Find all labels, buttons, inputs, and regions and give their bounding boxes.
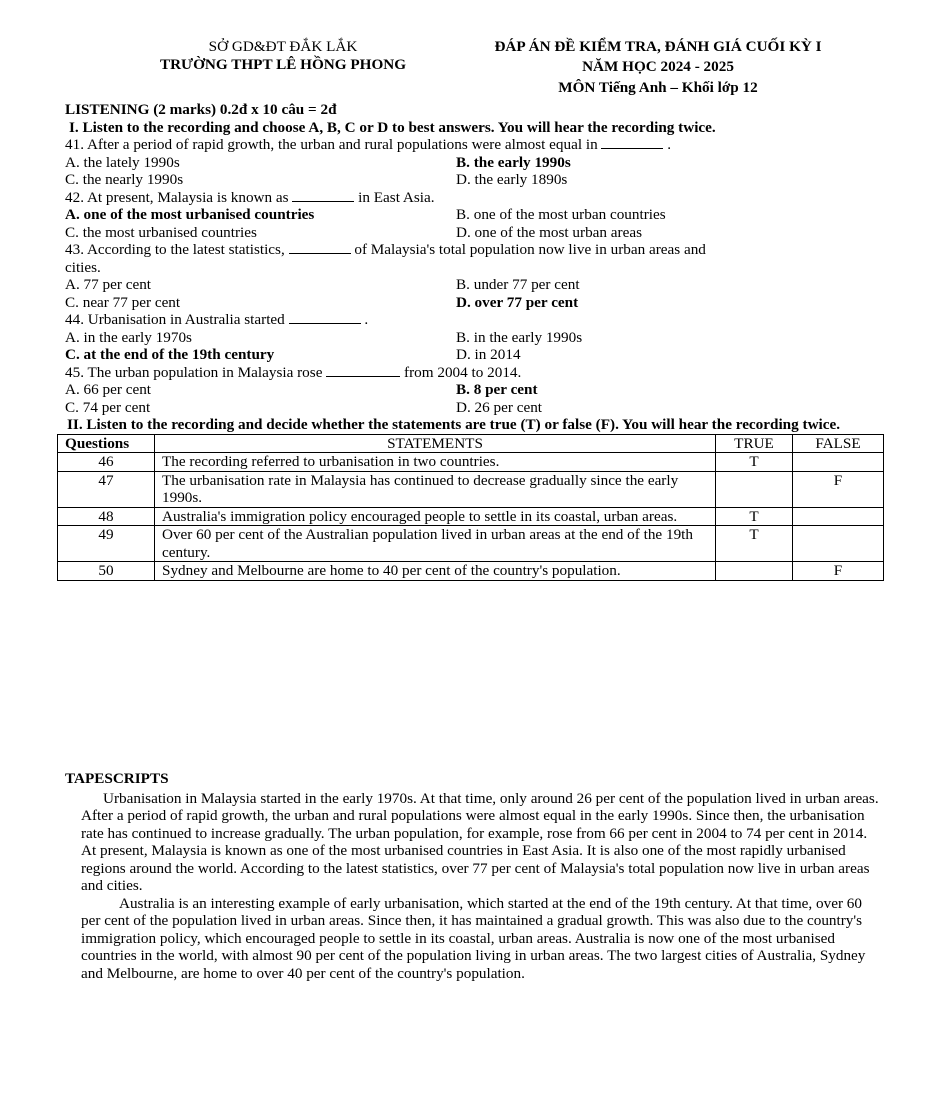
answer-blank <box>289 311 361 324</box>
statement: Over 60 per cent of the Australian population lived in urban areas at the end of the 19th century. <box>155 526 716 562</box>
options-44-ab <box>65 329 887 347</box>
options-44-cd <box>65 346 887 364</box>
col-true: TRUE <box>716 434 793 453</box>
false-mark: F <box>793 471 884 507</box>
correct-option: C. at the end of the 19th century <box>65 346 275 363</box>
table-row <box>58 562 884 581</box>
false-mark: F <box>793 562 884 581</box>
answer-blank <box>292 189 354 202</box>
options-45-cd <box>65 399 887 417</box>
option-b: B. one of the most urban countries <box>456 206 666 223</box>
tapescript-paragraph-1: Urbanisation in Malaysia started in the early 1970s. At that time, only around 26 per cent of the population lived in urban areas. After a period of rapid growth, the urban and rural populations were almost equal in the early 1990s. Since then, the urbanisation rate has continued to increase gradually. The urban population, for example, rose from 66 per cent in 2004 to 74 per cent in 2014. At present, Malaysia is known as one of the most urbanised countries in East Asia. It is also one of the most rapidly urbanised regions around the world. According to the latest statistics, over 77 per cent of Malaysia's total population now live in urban areas and cities. <box>81 789 879 894</box>
col-questions: Questions <box>58 434 155 453</box>
col-statements: STATEMENTS <box>155 434 716 453</box>
option-c: C. the most urbanised countries <box>65 223 257 241</box>
tapescript-paragraph-2: Australia is an interesting example of early urbanisation, which started at the end of the 19th century. At that time, over 60 per cent of the population lived in urban areas. Since then, it has maintained a gradual growth. This was also due to the country's immigration policy, which encouraged people to settle in its coastal, urban areas. Australia is now one of the most urbanised countries in the world, with almost 90 per cent of the population living in urban areas. The two largest cities of Australia, Sydney and Melbourne, are home to over 40 per cent of the country's population. <box>81 894 866 982</box>
question-number: 46 <box>58 453 155 472</box>
question-43: 43. According to the latest statistics, of Malaysia's total population now live in urban areas and <box>65 241 706 258</box>
table-header-row <box>58 434 884 453</box>
correct-option: A. one of the most urbanised countries <box>65 206 315 223</box>
option-a: A. 66 per cent <box>65 381 152 398</box>
table-row <box>58 471 884 507</box>
part1-instruction: I. Listen to the recording and choose A, B, C or D to best answers. You will hear the recording twice. <box>69 118 716 136</box>
question-43-cont: cities. <box>65 258 101 276</box>
correct-option: B. the early 1990s <box>456 153 571 171</box>
options-42-cd <box>65 224 887 242</box>
options-43-cd <box>65 294 887 312</box>
options-42-ab <box>65 206 887 224</box>
table-row <box>58 526 884 562</box>
option-a: A. 77 per cent <box>65 276 152 293</box>
options-41-ab <box>65 154 887 172</box>
subject-grade: MÔN Tiếng Anh – Khối lớp 12 <box>558 79 758 96</box>
true-mark: T <box>716 507 793 526</box>
answer-blank <box>601 136 663 149</box>
question-number: 47 <box>58 471 155 507</box>
option-c: C. near 77 per cent <box>65 293 181 311</box>
department-name: SỞ GD&ĐT ĐẮK LẮK <box>208 38 358 55</box>
school-year: NĂM HỌC 2024 - 2025 <box>582 58 734 75</box>
true-mark: T <box>716 453 793 472</box>
tapescripts <box>65 770 880 982</box>
option-d: D. in 2014 <box>456 346 521 363</box>
option-d: D. the early 1890s <box>456 171 568 188</box>
true-mark <box>716 562 793 581</box>
question-number: 50 <box>58 562 155 581</box>
statement: Sydney and Melbourne are home to 40 per cent of the country's population. <box>155 562 716 581</box>
table-row <box>58 453 884 472</box>
question-42: 42. At present, Malaysia is known as in East Asia. <box>65 188 435 206</box>
option-a: A. in the early 1970s <box>65 328 192 346</box>
part2-instruction: II. Listen to the recording and decide whether the statements are true (T) or false (F). You will hear the recording twice. <box>67 416 841 433</box>
false-mark <box>793 507 884 526</box>
question-number: 49 <box>58 526 155 562</box>
option-c: C. the nearly 1990s <box>65 171 184 188</box>
true-mark <box>716 471 793 507</box>
question-45: 45. The urban population in Malaysia rose from 2004 to 2014. <box>65 363 522 381</box>
true-mark: T <box>716 526 793 562</box>
true-false-table <box>57 434 884 581</box>
statement: The urbanisation rate in Malaysia has continued to decrease gradually since the early 1990s. <box>155 471 716 507</box>
correct-option: B. 8 per cent <box>456 381 538 398</box>
statement: Australia's immigration policy encouraged people to settle in its coastal, urban areas. <box>155 507 716 526</box>
correct-option: D. over 77 per cent <box>456 293 579 311</box>
option-d: D. 26 per cent <box>456 398 543 416</box>
school-name: TRƯỜNG THPT LÊ HỒNG PHONG <box>159 56 407 73</box>
options-43-ab <box>65 276 887 294</box>
false-mark <box>793 526 884 562</box>
options-45-ab <box>65 381 887 399</box>
col-false: FALSE <box>793 434 884 453</box>
question-44: 44. Urbanisation in Australia started . <box>65 311 369 328</box>
statement: The recording referred to urbanisation in two countries. <box>155 453 716 472</box>
option-a: A. the lately 1990s <box>65 153 180 171</box>
answer-blank <box>326 364 400 377</box>
question-41: 41. After a period of rapid growth, the urban and rural populations were almost equal in . <box>65 136 672 153</box>
options-41-cd <box>65 171 887 189</box>
section-title: LISTENING (2 marks) 0.2đ x 10 câu = 2đ <box>65 101 337 118</box>
false-mark <box>793 453 884 472</box>
answer-blank <box>289 241 351 254</box>
table-row <box>58 507 884 526</box>
document-header <box>0 38 950 98</box>
tapescripts-title: TAPESCRIPTS <box>65 770 169 787</box>
option-d: D. one of the most urban areas <box>456 223 642 241</box>
option-c: C. 74 per cent <box>65 398 151 416</box>
option-b: B. under 77 per cent <box>456 276 580 293</box>
question-number: 48 <box>58 507 155 526</box>
option-b: B. in the early 1990s <box>456 328 583 346</box>
document-title: ĐÁP ÁN ĐỀ KIỂM TRA, ĐÁNH GIÁ CUỐI KỲ I <box>494 38 822 55</box>
answer-key-body <box>65 101 887 581</box>
